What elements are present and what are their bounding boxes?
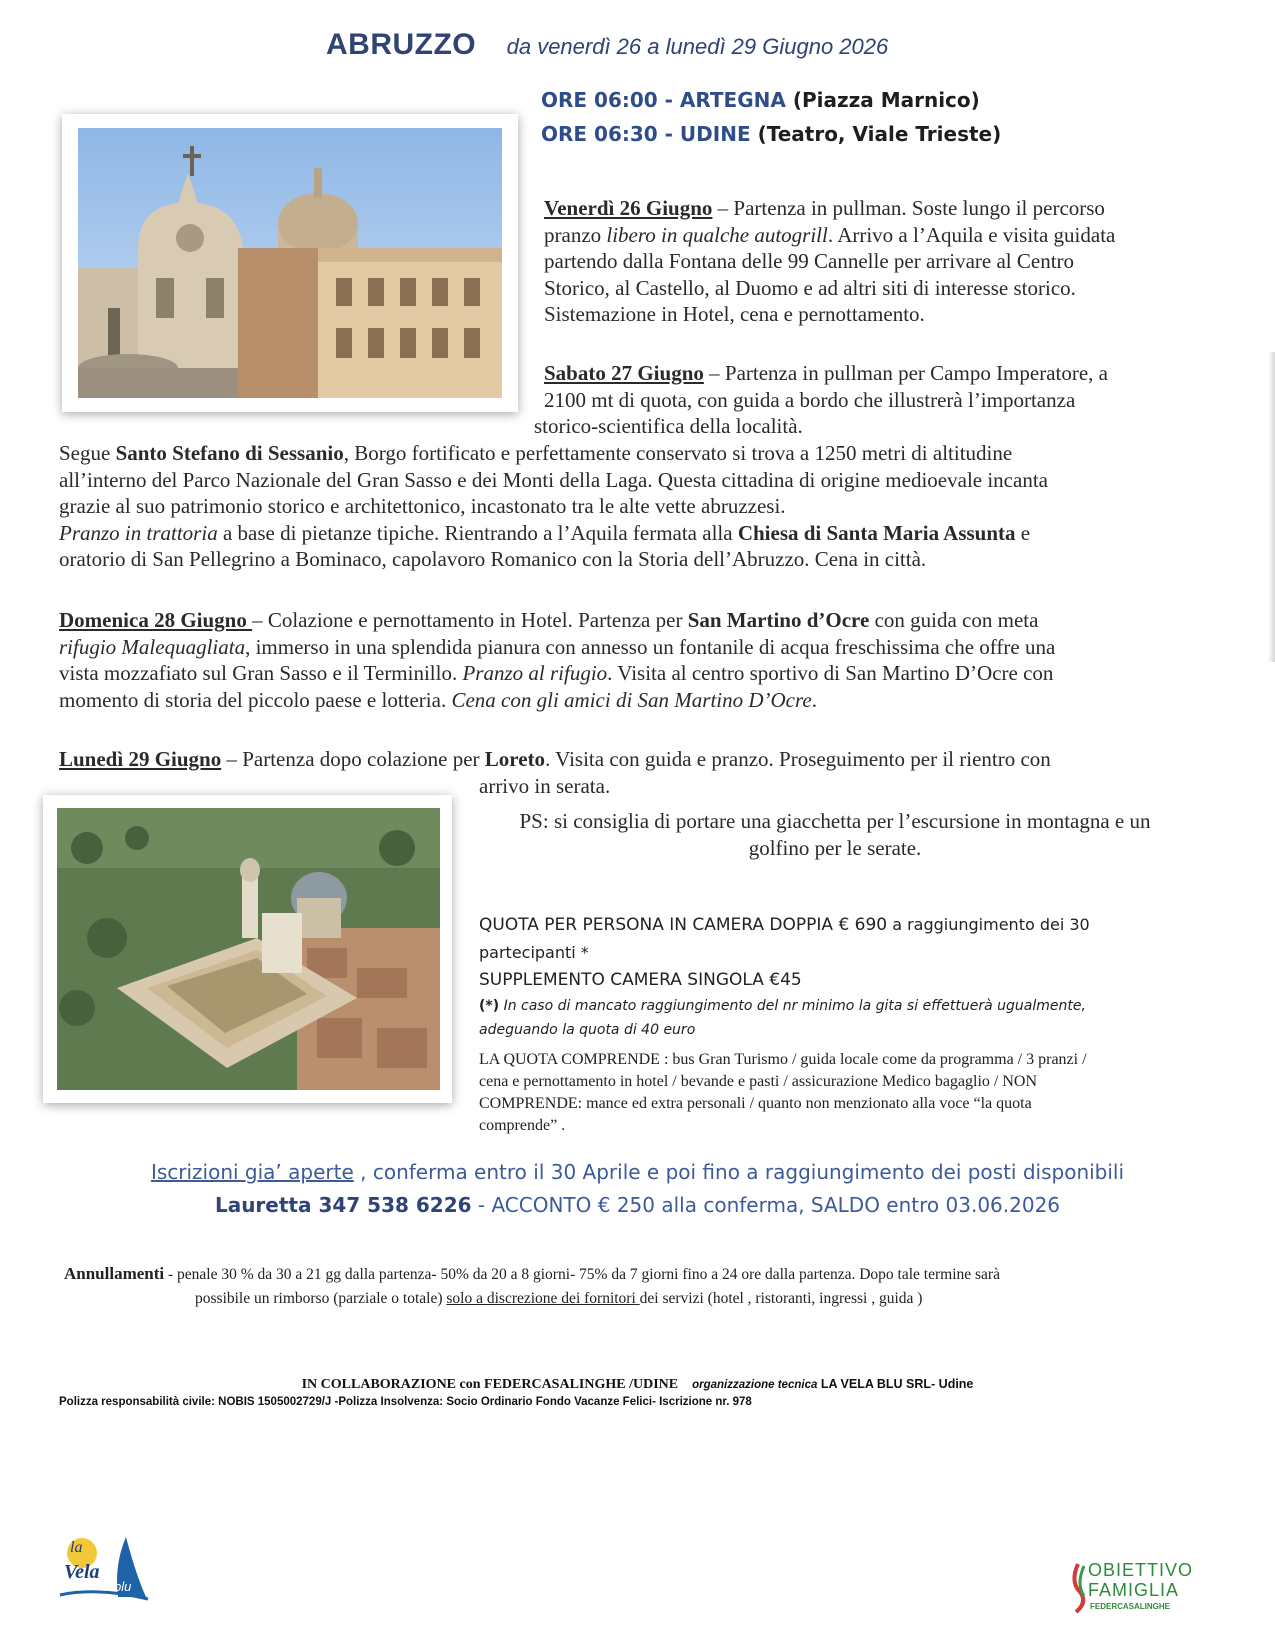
footer-collab: IN COLLABORAZIONE con FEDERCASALINGHE /UDINE organizzazione tecnica LA VELA BLU SRL- Udine — [301, 1377, 974, 1392]
booking-contact: Lauretta 347 538 6226 - ACCONTO € 250 alla conferma, SALDO entro 03.06.2026 — [214, 1193, 1061, 1217]
contact-phone: Lauretta 347 538 6226 — [214, 1193, 472, 1217]
day-monday: Lunedì 29 Giugno – Partenza dopo colazione per Loreto. Visita con guida e pranzo. Proseguimento per il rientro con — [59, 747, 1051, 771]
family-icon — [1068, 1562, 1090, 1614]
logo-la-vela-blu: la Vela blu — [56, 1535, 152, 1605]
page-edge-shadow — [1268, 352, 1275, 662]
day-saturday-cont: storico-scientifica della località. — [534, 414, 803, 438]
photo-loreto — [57, 808, 440, 1090]
cancellation-label: Annullamenti — [64, 1264, 165, 1283]
booking-info: Iscrizioni gia’ aperte , conferma entro il 30 Aprile e poi fino a raggiungimento dei posti disponibili — [150, 1160, 1125, 1184]
photo-laquila — [78, 128, 502, 398]
page-title — [326, 28, 888, 62]
price-includes: LA QUOTA COMPRENDE : bus Gran Turismo / guida locale come da programma / 3 pranzi / cena e pernottamento in hotel / bevande e pasti / assicurazione Medico bagaglio / NON COMPRENDE: mance ed extra personali / quanto non menzionato alla voce “la quota comprende” . — [479, 1051, 1087, 1134]
day-friday-label: Venerdì 26 Giugno — [544, 196, 713, 220]
departure-udine: ORE 06:30 - UDINE (Teatro, Viale Trieste) — [541, 122, 1002, 146]
ps-note: PS: si consiglia di portare una giacchetta per l’escursione in montagna e un golfino per le serate. — [519, 809, 1151, 860]
title-dates: da venerdì 26 a lunedì 29 Giugno 2026 — [506, 34, 889, 59]
day-friday: Venerdì 26 Giugno – Partenza in pullman. Soste lungo il percorso pranzo libero in qualche autogrill. Arrivo a l’Aquila e visita guidata partendo dalla Fontana delle 99 Cannelle per arrivare al Centro Storico, al Castello, al Duomo e ad altri siti di interesse storico. Sistemazione in Hotel, cena e pernottamento. — [544, 196, 1116, 326]
price-note: (*) In caso di mancato raggiungimento del nr minimo la gita si effettuerà ugualmente, adeguando la quota di 40 euro — [479, 998, 1086, 1038]
day-saturday-details: Segue Santo Stefano di Sessanio, Borgo fortificato e perfettamente conservato si trova a 1250 metri di altitudine all’interno del Parco Nazionale del Gran Sasso e dei Monti della Laga. Questa cittadina di origine medioevale incanta grazie al suo patrimonio storico e architettonico, incastonato tra le alte vette abruzzesi. Pranzo in trattoria a base di pietanze tipiche. Rientrando a l’Aquila fermata alla Chiesa di Santa Maria Assunta e oratorio di San Pellegrino a Bominaco, capolavoro Romanico con la Storia dell’Abruzzo. Cena in città. — [59, 441, 1048, 571]
day-sunday: Domenica 28 Giugno – Colazione e pernottamento in Hotel. Partenza per San Martino d’Ocre con guida con meta rifugio Malequagliata, immerso in una splendida pianura con annesso un fontanile di acqua freschissima che offre una vista mozzafiato sul Gran Sasso e il Terminillo. Pranzo al rifugio. Visita al centro sportivo di San Martino D’Ocre con momento di storia del piccolo paese e lotteria. Cena con gli amici di San Martino D’Ocre. — [59, 608, 1056, 712]
day-sunday-label: Domenica 28 Giugno — [59, 608, 253, 632]
booking-open-link[interactable]: Iscrizioni gia’ aperte — [150, 1160, 354, 1184]
logo-obiettivo-famiglia: OBIETTIVO FAMIGLIA FEDERCASALINGHE — [1068, 1560, 1218, 1620]
day-saturday: Sabato 27 Giugno – Partenza in pullman per Campo Imperatore, a 2100 mt di quota, con guida a bordo che illustrerà l’importanza — [544, 361, 1108, 412]
departure-artegna: ORE 06:00 - ARTEGNA (Piazza Marnico) — [541, 88, 980, 112]
photo-laquila-frame — [62, 114, 518, 412]
photo-loreto-frame — [43, 795, 452, 1103]
day-monday-label: Lunedì 29 Giugno — [59, 747, 222, 771]
footer-policy: Polizza responsabilità civile: NOBIS 1505002729/J -Polizza Insolvenza: Socio Ordinario Fondo Vacanze Felici- Iscrizione nr. 978 — [59, 1396, 752, 1408]
day-saturday-label: Sabato 27 Giugno — [544, 361, 704, 385]
price-single-supplement: SUPPLEMENTO CAMERA SINGOLA €45 — [479, 970, 802, 990]
price-double: QUOTA PER PERSONA IN CAMERA DOPPIA € 690 a raggiungimento dei 30 — [479, 915, 1090, 935]
day-monday-cont: arrivo in serata. — [479, 774, 611, 798]
title-region: ABRUZZO — [326, 28, 477, 61]
cancellation-policy-cont: possibile un rimborso (parziale o totale) solo a discrezione dei fornitori dei servizi (hotel , ristoranti, ingressi , guida ) — [195, 1290, 923, 1307]
price-participants: partecipanti * — [479, 943, 589, 962]
cancellation-policy: Annullamenti - penale 30 % da 30 a 21 gg dalla partenza- 50% da 20 a 8 giorni- 75% da 7 giorni fino a 24 ore dalla partenza. Dopo tale termine sarà — [64, 1264, 1000, 1283]
